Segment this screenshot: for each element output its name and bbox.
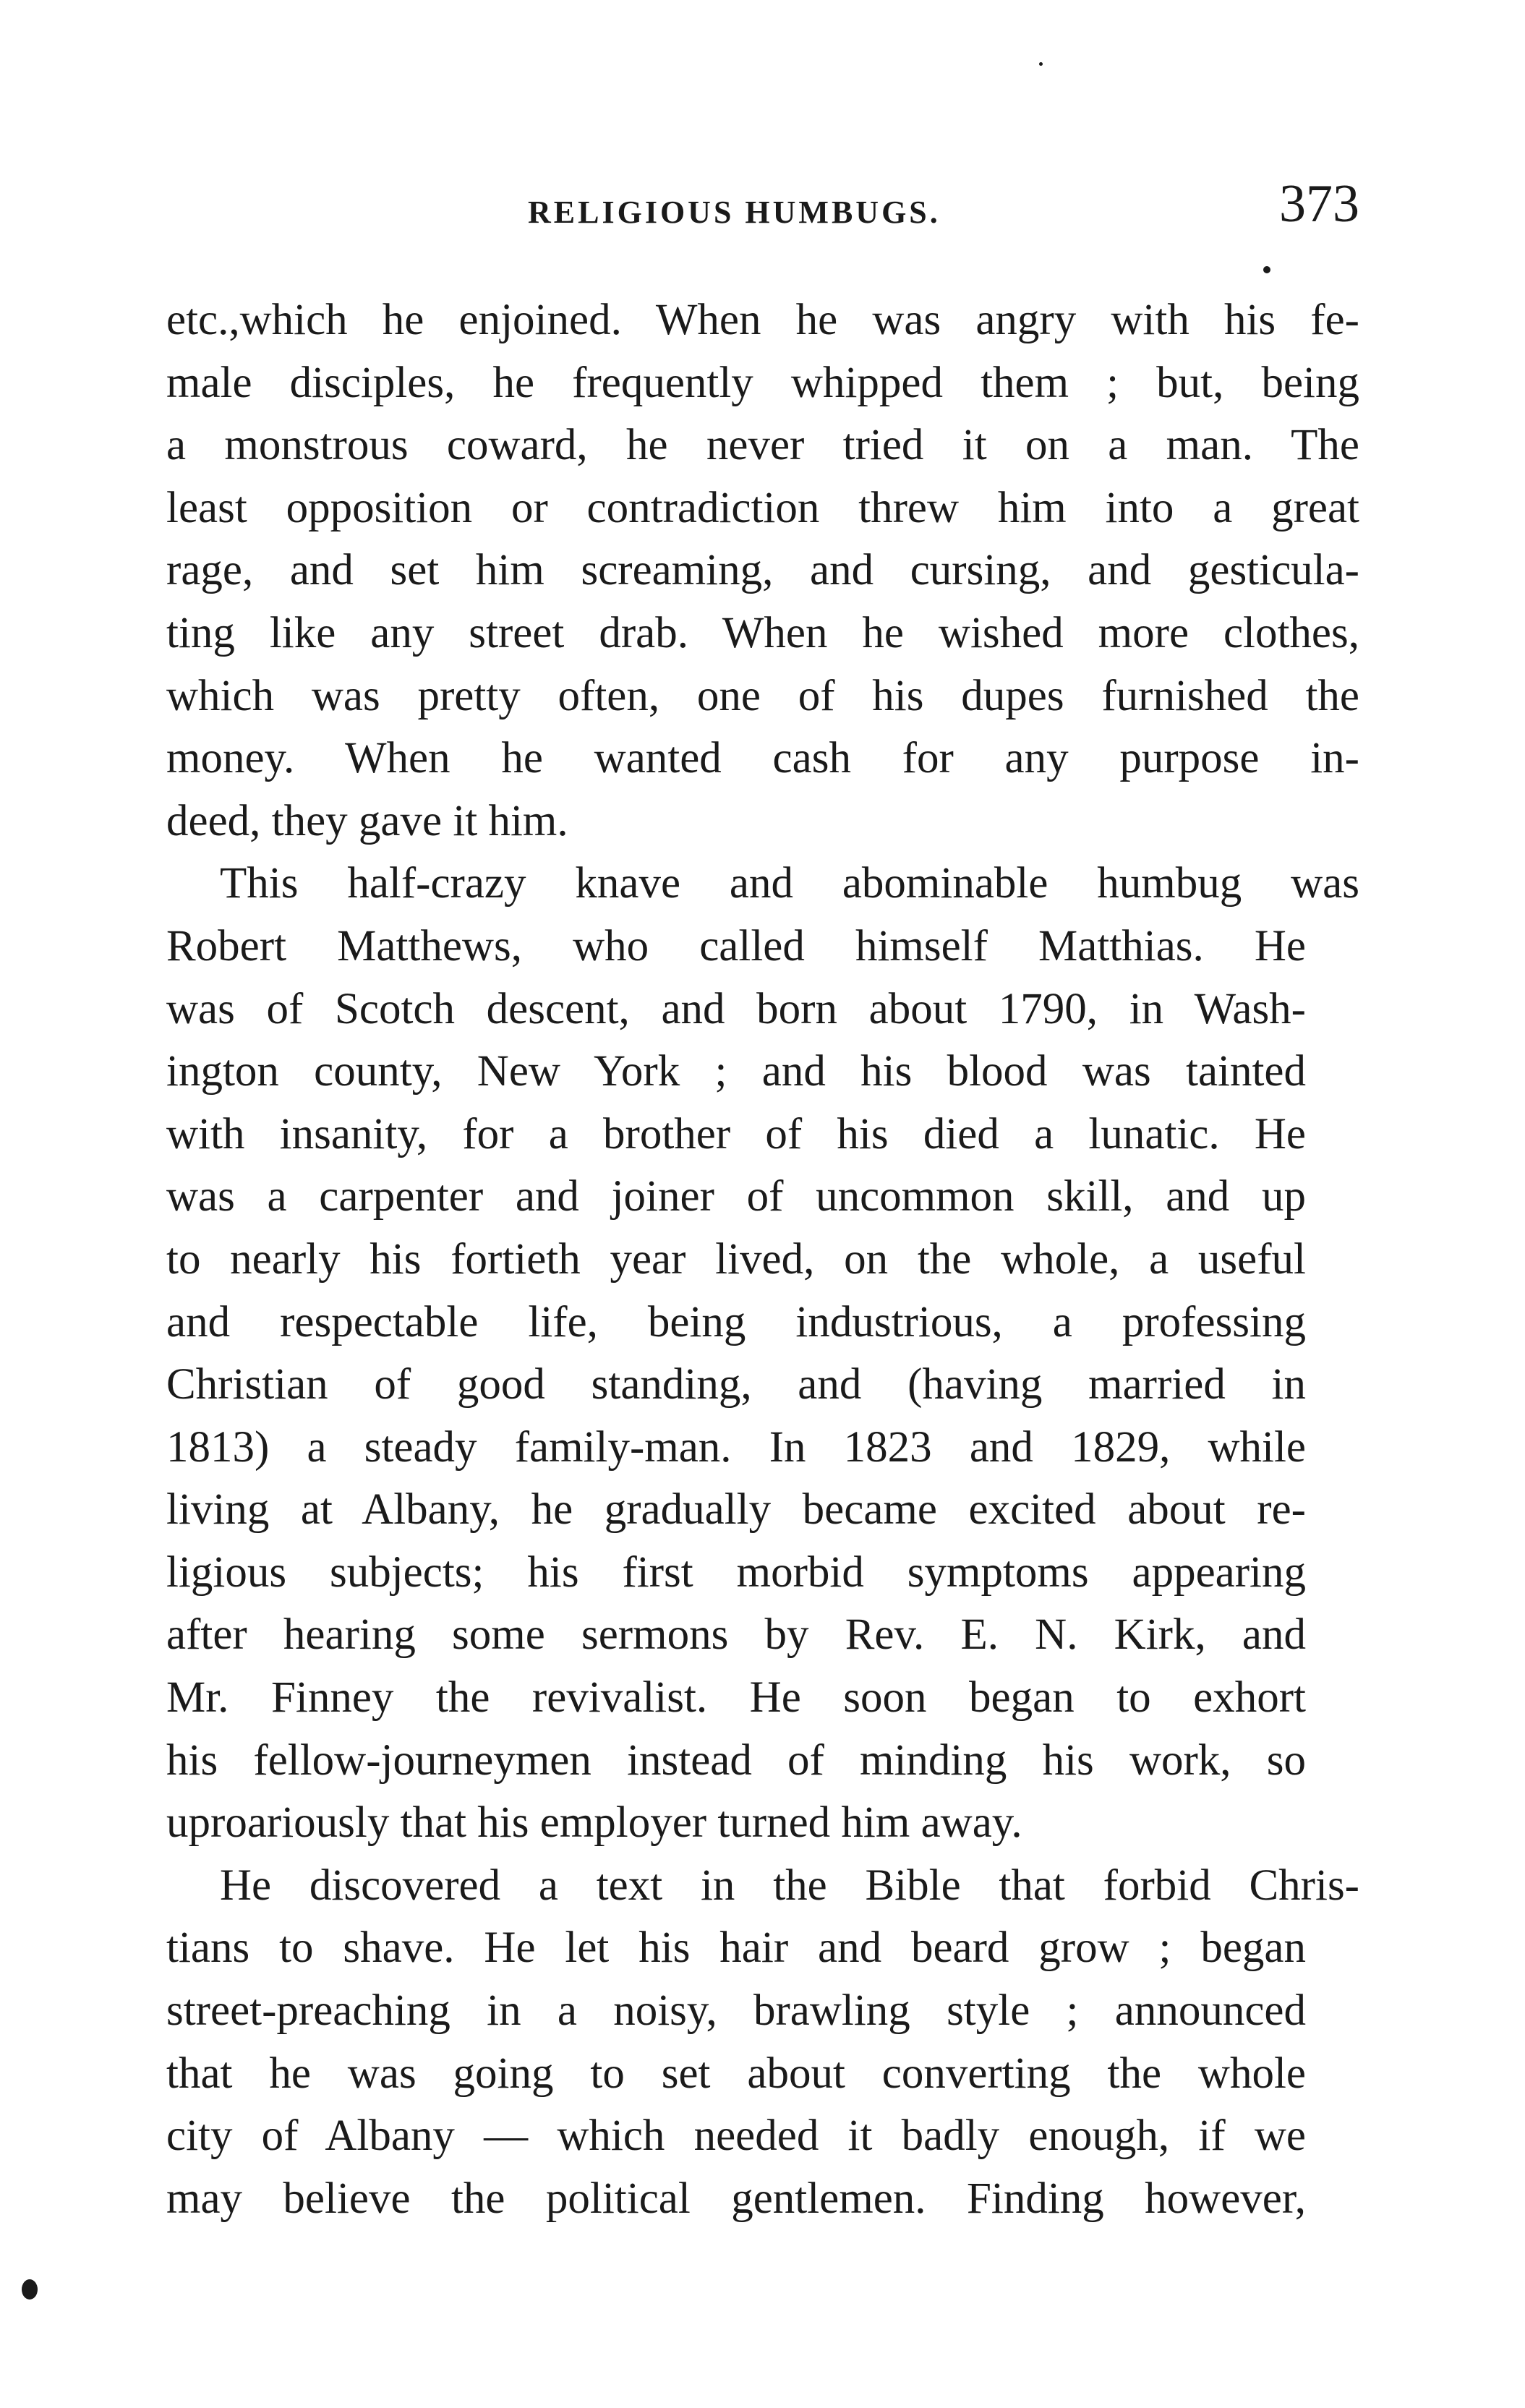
- text-line: This half-crazy knave and abominable humbug was: [220, 859, 1359, 908]
- text-line: may believe the political gentlemen. Finding however,: [166, 2174, 1306, 2223]
- text-line: Christian of good standing, and (having married in: [166, 1360, 1306, 1409]
- text-line: 1813) a steady family-man. In 1823 and 1829, while: [166, 1422, 1306, 1472]
- text-line: male disciples, he frequently whipped them ; but, being: [166, 358, 1359, 407]
- text-line: was of Scotch descent, and born about 1790, in Wash-: [166, 984, 1306, 1033]
- text-line: was a carpenter and joiner of uncommon skill, and up: [166, 1172, 1306, 1221]
- text-line: ington county, New York ; and his blood was tainted: [166, 1047, 1306, 1096]
- paragraph-2: [166, 853, 1359, 1855]
- body-text: [166, 289, 1359, 2230]
- text-line: He discovered a text in the Bible that forbid Chris-: [220, 1861, 1359, 1910]
- text-line: money. When he wanted cash for any purpose in-: [166, 734, 1359, 783]
- text-line: Mr. Finney the revivalist. He soon began to exhort: [166, 1673, 1306, 1722]
- text-line: that he was going to set about converting the whole: [166, 2049, 1306, 2098]
- text-line: living at Albany, he gradually became excited about re-: [166, 1485, 1306, 1534]
- text-line: street-preaching in a noisy, brawling style ; announced: [166, 1986, 1306, 2036]
- running-title: RELIGIOUS HUMBUGS.: [528, 195, 941, 230]
- text-line: etc.,which he enjoined. When he was angry with his fe-: [166, 296, 1359, 344]
- text-line: a monstrous coward, he never tried it on a man. The: [166, 421, 1359, 470]
- text-line: deed, they gave it him.: [166, 796, 568, 845]
- text-line: Robert Matthews, who called himself Matthias. He: [166, 921, 1306, 970]
- paragraph-3: [166, 1855, 1359, 2231]
- text-line: rage, and set him screaming, and cursing, and gesticula-: [166, 546, 1359, 595]
- page-number: 373: [1279, 174, 1359, 234]
- text-line: and respectable life, being industrious, a professing: [166, 1297, 1306, 1346]
- text-line: ligious subjects; his first morbid symptoms appearing: [166, 1547, 1306, 1597]
- text-line: uproariously that his employer turned him away.: [166, 1798, 1022, 1848]
- ink-speck-mark: [22, 2279, 38, 2300]
- text-line: least opposition or contradiction threw him into a great: [166, 483, 1359, 532]
- text-line: which was pretty often, one of his dupes furnished the: [166, 671, 1359, 720]
- text-line: his fellow-journeymen instead of minding his work, so: [166, 1735, 1306, 1785]
- running-head: [166, 174, 1359, 239]
- ink-speck-mark: [1039, 62, 1043, 66]
- paragraph-1: [166, 289, 1359, 853]
- ink-speck-mark: [1263, 266, 1270, 273]
- text-line: tians to shave. He let his hair and beard grow ; began: [166, 1924, 1306, 1973]
- text-line: ting like any street drab. When he wished more clothes,: [166, 608, 1359, 657]
- text-line: with insanity, for a brother of his died a lunatic. He: [166, 1109, 1306, 1158]
- text-line: after hearing some sermons by Rev. E. N. Kirk, and: [166, 1610, 1306, 1660]
- text-line: city of Albany — which needed it badly enough, if we: [166, 2112, 1306, 2161]
- text-line: to nearly his fortieth year lived, on the whole, a useful: [166, 1234, 1306, 1284]
